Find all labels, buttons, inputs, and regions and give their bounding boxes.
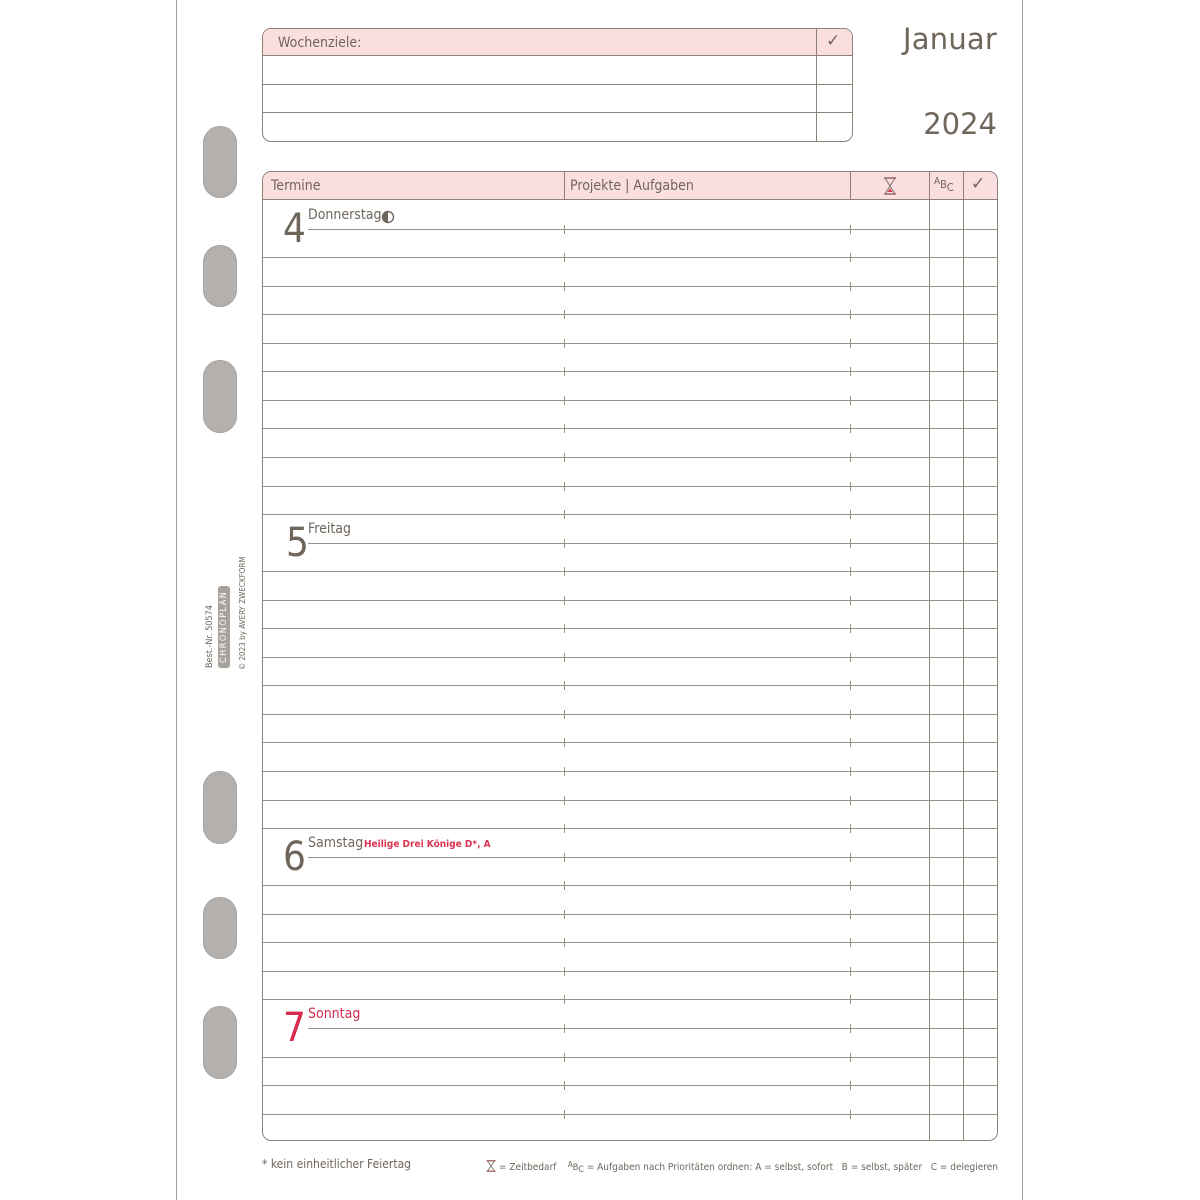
column-tick <box>564 310 565 319</box>
order-number: Best.-Nr. 50574 <box>205 605 215 668</box>
goals-check-column <box>816 29 817 141</box>
column-tick <box>850 653 851 662</box>
table-row-line[interactable] <box>263 885 997 886</box>
table-row-line[interactable] <box>263 400 997 401</box>
column-tick <box>850 853 851 862</box>
half-moon-icon <box>381 209 395 228</box>
col-divider-priority <box>929 172 930 1140</box>
table-row-line[interactable] <box>263 914 997 915</box>
column-tick <box>564 424 565 433</box>
month-title: Januar <box>903 22 997 56</box>
goal-line[interactable] <box>263 84 852 85</box>
column-tick <box>564 253 565 262</box>
column-tick <box>564 824 565 833</box>
table-row-line[interactable] <box>263 942 997 943</box>
punch-hole <box>203 1006 237 1079</box>
column-tick <box>564 967 565 976</box>
column-tick <box>850 567 851 576</box>
day-number-7: 7 <box>283 1005 306 1051</box>
column-tick <box>850 738 851 747</box>
prio-legend-abc: $^A$BC <box>567 1160 584 1175</box>
column-tick <box>564 796 565 805</box>
punch-hole <box>203 771 237 844</box>
column-tick <box>564 738 565 747</box>
column-tick <box>850 253 851 262</box>
column-tick <box>564 1024 565 1033</box>
column-tick <box>564 282 565 291</box>
table-row-line[interactable] <box>263 1057 997 1058</box>
column-tick <box>564 653 565 662</box>
footer-note: * kein einheitlicher Feiertag <box>262 1157 412 1171</box>
column-tick <box>850 681 851 690</box>
column-tick <box>564 225 565 234</box>
column-tick <box>850 453 851 462</box>
column-tick <box>564 596 565 605</box>
column-tick <box>850 282 851 291</box>
weekly-goals-box <box>262 28 853 142</box>
column-tick <box>850 824 851 833</box>
column-tick <box>564 453 565 462</box>
table-row-line[interactable] <box>263 742 997 743</box>
weekly-goals-label: Wochenziele: <box>278 35 362 51</box>
table-row-line[interactable] <box>263 428 997 429</box>
day-name-6: Samstag <box>308 835 364 851</box>
column-tick <box>850 225 851 234</box>
column-tick <box>564 1081 565 1090</box>
table-row-line[interactable] <box>263 1114 997 1115</box>
table-row-line[interactable] <box>263 600 997 601</box>
column-tick <box>564 624 565 633</box>
column-tick <box>850 624 851 633</box>
column-tick <box>564 339 565 348</box>
column-tick <box>850 1053 851 1062</box>
column-tick <box>564 910 565 919</box>
column-tick <box>850 310 851 319</box>
column-tick <box>850 767 851 776</box>
column-tick <box>850 1110 851 1119</box>
column-tick <box>564 767 565 776</box>
prio-legend: = Aufgaben nach Prioritäten ordnen: A = selbst, sofort B = selbst, später C = delegieren <box>586 1162 998 1173</box>
hourglass-legend-icon <box>486 1160 496 1175</box>
column-tick <box>564 681 565 690</box>
column-tick <box>564 567 565 576</box>
column-tick <box>564 995 565 1004</box>
column-tick <box>564 396 565 405</box>
column-tick <box>564 710 565 719</box>
copyright: © 2023 by AVERY ZWECKFORM <box>238 556 247 670</box>
day-number-5: 5 <box>286 520 309 566</box>
table-row-line[interactable] <box>263 685 997 686</box>
column-tick <box>850 339 851 348</box>
col-appointments: Termine <box>271 178 321 194</box>
column-tick <box>564 367 565 376</box>
column-tick <box>564 510 565 519</box>
table-row-line[interactable] <box>263 371 997 372</box>
column-tick <box>564 1110 565 1119</box>
brand-label: CHRONOPLAN <box>218 586 230 668</box>
table-row-line[interactable] <box>263 714 997 715</box>
table-row-line[interactable] <box>263 286 997 287</box>
day-name-4: Donnerstag <box>308 207 382 223</box>
imprint <box>198 548 260 668</box>
day-number-4: 4 <box>283 206 306 252</box>
day-number-6: 6 <box>283 834 306 880</box>
col-divider <box>850 172 851 200</box>
holiday-label: Heilige Drei Könige D*, A <box>364 839 491 850</box>
table-row-line[interactable] <box>263 314 997 315</box>
punch-hole <box>203 126 237 198</box>
column-tick <box>850 396 851 405</box>
col-divider <box>564 172 565 200</box>
table-row-line[interactable] <box>263 771 997 772</box>
column-tick <box>850 596 851 605</box>
table-row-line[interactable] <box>263 971 997 972</box>
column-tick <box>850 995 851 1004</box>
table-row-line[interactable] <box>263 571 997 572</box>
column-tick <box>850 967 851 976</box>
weekly-goals-header <box>263 29 852 56</box>
table-row-line[interactable] <box>263 828 997 829</box>
year-title: 2024 <box>923 107 997 141</box>
column-tick <box>564 539 565 548</box>
column-tick <box>564 853 565 862</box>
column-tick <box>850 796 851 805</box>
column-tick <box>850 938 851 947</box>
priority-abc-label: ABC <box>934 176 954 194</box>
column-tick <box>850 710 851 719</box>
table-row-line[interactable] <box>263 514 997 515</box>
schedule-table <box>262 171 998 1141</box>
punch-hole <box>203 360 237 433</box>
punch-hole <box>203 245 237 307</box>
table-row-line[interactable] <box>308 229 997 230</box>
column-tick <box>564 881 565 890</box>
table-row-line[interactable] <box>263 657 997 658</box>
punch-hole <box>203 897 237 959</box>
column-tick <box>850 367 851 376</box>
column-tick <box>850 881 851 890</box>
column-tick <box>850 539 851 548</box>
done-check-icon: ✓ <box>971 174 986 194</box>
table-row-line[interactable] <box>263 486 997 487</box>
column-tick <box>564 482 565 491</box>
hourglass-icon <box>883 177 897 195</box>
column-tick <box>850 482 851 491</box>
table-row-line[interactable] <box>263 457 997 458</box>
column-tick <box>850 1081 851 1090</box>
column-tick <box>850 910 851 919</box>
table-row-line[interactable] <box>263 999 997 1000</box>
col-projects: Projekte | Aufgaben <box>570 178 694 194</box>
column-tick <box>850 424 851 433</box>
column-tick <box>564 938 565 947</box>
table-row-line[interactable] <box>263 800 997 801</box>
table-header <box>263 172 997 200</box>
goals-check-icon: ✓ <box>826 31 841 51</box>
day-name-7: Sonntag <box>308 1006 361 1022</box>
table-row-line[interactable] <box>263 1085 997 1086</box>
time-legend: = Zeitbedarf <box>498 1162 557 1173</box>
column-tick <box>850 510 851 519</box>
footer-legend <box>486 1160 998 1175</box>
table-row-line[interactable] <box>263 343 997 344</box>
goal-line[interactable] <box>263 112 852 113</box>
column-tick <box>850 1024 851 1033</box>
col-divider-done <box>963 172 964 1140</box>
table-row-line[interactable] <box>308 1028 997 1029</box>
column-tick <box>564 1053 565 1062</box>
table-row-line[interactable] <box>263 257 997 258</box>
table-row-line[interactable] <box>308 857 997 858</box>
day-name-5: Freitag <box>308 521 351 537</box>
table-row-line[interactable] <box>308 543 997 544</box>
table-row-line[interactable] <box>263 628 997 629</box>
